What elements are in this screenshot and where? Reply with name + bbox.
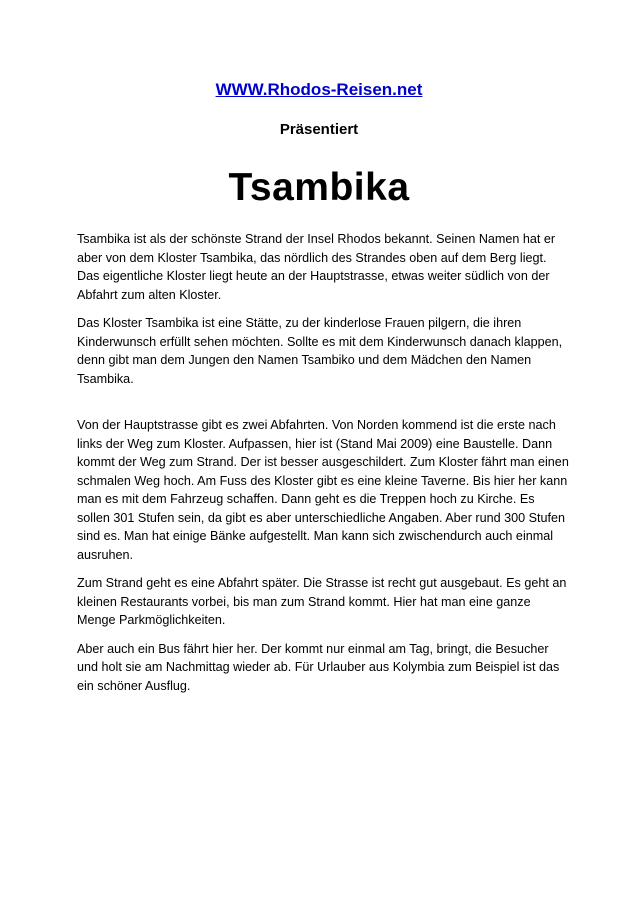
paragraph-bus: Aber auch ein Bus fährt hier her. Der kommt nur einmal am Tag, bringt, die Besucher und holt sie am Nachmittag wieder ab. Für Urlauber aus Kolymbia zum Beispiel ist das ein schöner Ausflug. — [77, 641, 560, 693]
page-title: Tsambika — [228, 166, 410, 209]
paragraph-intro: Tsambika ist als der schönste Strand der Insel Rhodos bekannt. Seinen Namen hat er aber von dem Kloster Tsambika, das nördlich des Strandes oben auf dem Berg liegt. Das eigentliche Kloster liegt heute an der Hauptstrasse, etwas weiter südlich von der Abfahrt zum alten Kloster. — [77, 232, 556, 302]
site-link[interactable]: WWW.Rhodos-Reisen.net — [215, 80, 423, 99]
paragraph-monastery: Das Kloster Tsambika ist eine Stätte, zu der kinderlose Frauen pilgern, die ihren Kinderwunsch erfüllt sehen möchten. Sollte es mit dem Kinderwunsch danach klappen, denn gibt man dem Jungen den Namen Tsambiko und dem Mädchen den Namen Tsambika. — [77, 316, 563, 386]
paragraph-directions: Von der Hauptstrasse gibt es zwei Abfahrten. Von Norden kommend ist die erste nach links der Weg zum Kloster. Aufpassen, hier ist (Stand Mai 2009) eine Baustelle. Dann kommt der Weg zum Strand. Der ist besser ausgeschildert. Zum Kloster fährt man einen schmalen Weg hoch. Am Fuss des Kloster gibt es eine kleine Taverne. Bis hier her kann man es mit dem Fahrzeug schaffen. Dann geht es die Treppen hoch zu Kirche. Es sollen 301 Stufen sein, da gibt es aber unterschiedliche Angaben. Aber rund 300 Stufen sind es. Man hat einige Bänke aufgestellt. Man kann sich zwischendurch auch einmal ausruhen. — [77, 418, 569, 562]
presents-label: Präsentiert — [279, 121, 359, 138]
article-body — [77, 230, 569, 705]
paragraph-beach: Zum Strand geht es eine Abfahrt später. Die Strasse ist recht gut ausgebaut. Es geht an kleinen Restaurants vorbei, bis man zum Strand kommt. Hier hat man eine ganze Menge Parkmöglichkeiten. — [77, 576, 567, 627]
